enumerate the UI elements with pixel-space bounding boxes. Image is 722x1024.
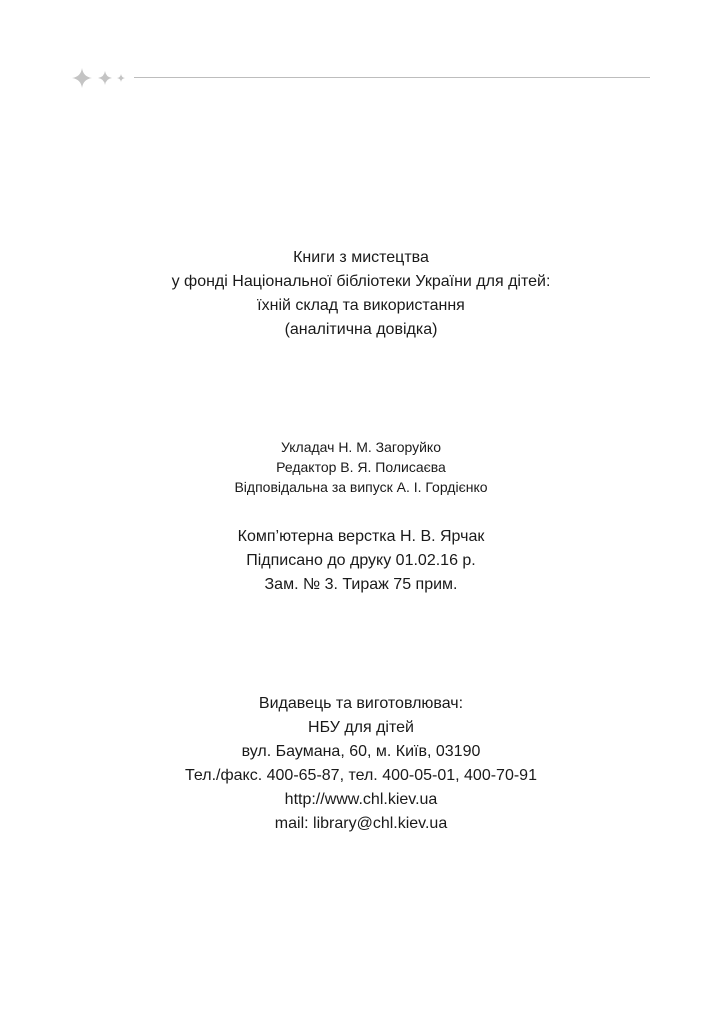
print-info xyxy=(0,525,722,597)
signed-line: Підписано до друку 01.02.16 р. xyxy=(246,552,476,569)
publisher-info xyxy=(0,692,722,836)
publisher-name: НБУ для дітей xyxy=(308,719,414,736)
responsible-line: Відповідальна за випуск А. І. Гордієнко xyxy=(234,479,488,495)
order-line: Зам. № 3. Тираж 75 прим. xyxy=(264,576,458,593)
publisher-email: mail: library@chl.kiev.ua xyxy=(274,815,448,832)
header-divider xyxy=(134,77,650,78)
title-line: їхній склад та використання xyxy=(257,297,465,314)
publisher-address: вул. Баумана, 60, м. Київ, 03190 xyxy=(241,743,481,760)
title-line: Книги з мистецтва xyxy=(293,249,429,266)
credits xyxy=(0,437,722,497)
publisher-heading: Видавець та виготовлювач: xyxy=(258,695,464,712)
header-ornament xyxy=(72,66,652,90)
title-line: у фонді Національної бібліотеки України для дітей: xyxy=(171,273,551,290)
publisher-website: http://www.chl.kiev.ua xyxy=(284,791,438,808)
title-line: (аналітична довідка) xyxy=(284,321,438,338)
sparkle-stars-icon xyxy=(72,66,132,90)
layout-line: Комп’ютерна верстка Н. В. Ярчак xyxy=(237,528,485,545)
editor-line: Редактор В. Я. Полисаєва xyxy=(276,459,446,475)
document-title xyxy=(0,246,722,342)
publisher-phone: Тел./факс. 400-65-87, тел. 400-05-01, 400-70-91 xyxy=(185,767,537,784)
compiler-line: Укладач Н. М. Загоруйко xyxy=(280,439,441,455)
